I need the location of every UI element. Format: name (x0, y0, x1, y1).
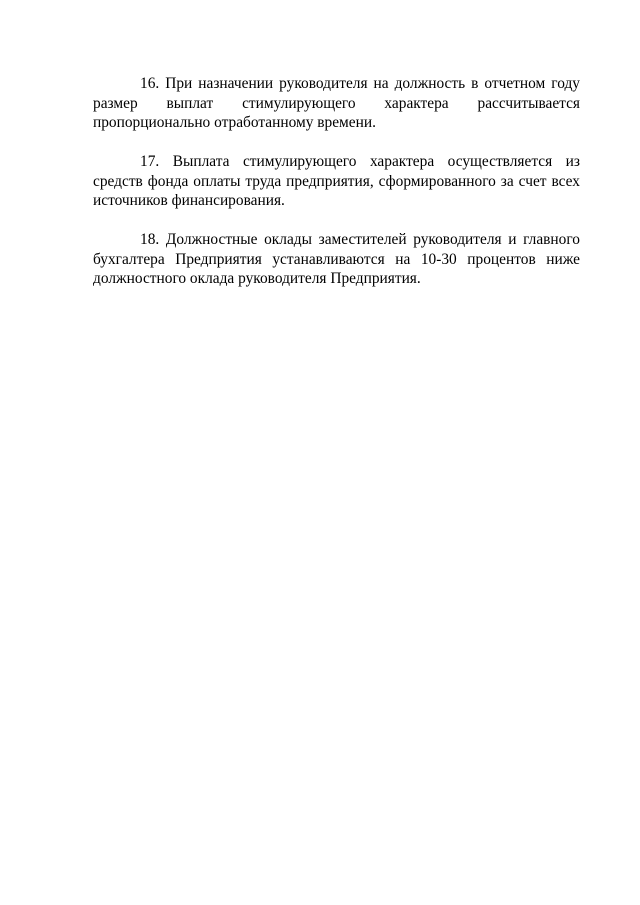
paragraph-18: 18. Должностные оклады заместителей руководителя и главного бухгалтера Предприятия устанавливаются на 10-30 процентов ниже должностного оклада руководителя Предприятия. (93, 231, 580, 287)
paragraph-16: 16. При назначении руководителя на должность в отчетном году размер выплат стимулирующего характера рассчитывается пропорционально отработанному времени. (93, 75, 580, 131)
document-body (93, 74, 580, 308)
paragraph-17: 17. Выплата стимулирующего характера осуществляется из средств фонда оплаты труда предприятия, сформированного за счет всех источников финансирования. (93, 153, 580, 209)
